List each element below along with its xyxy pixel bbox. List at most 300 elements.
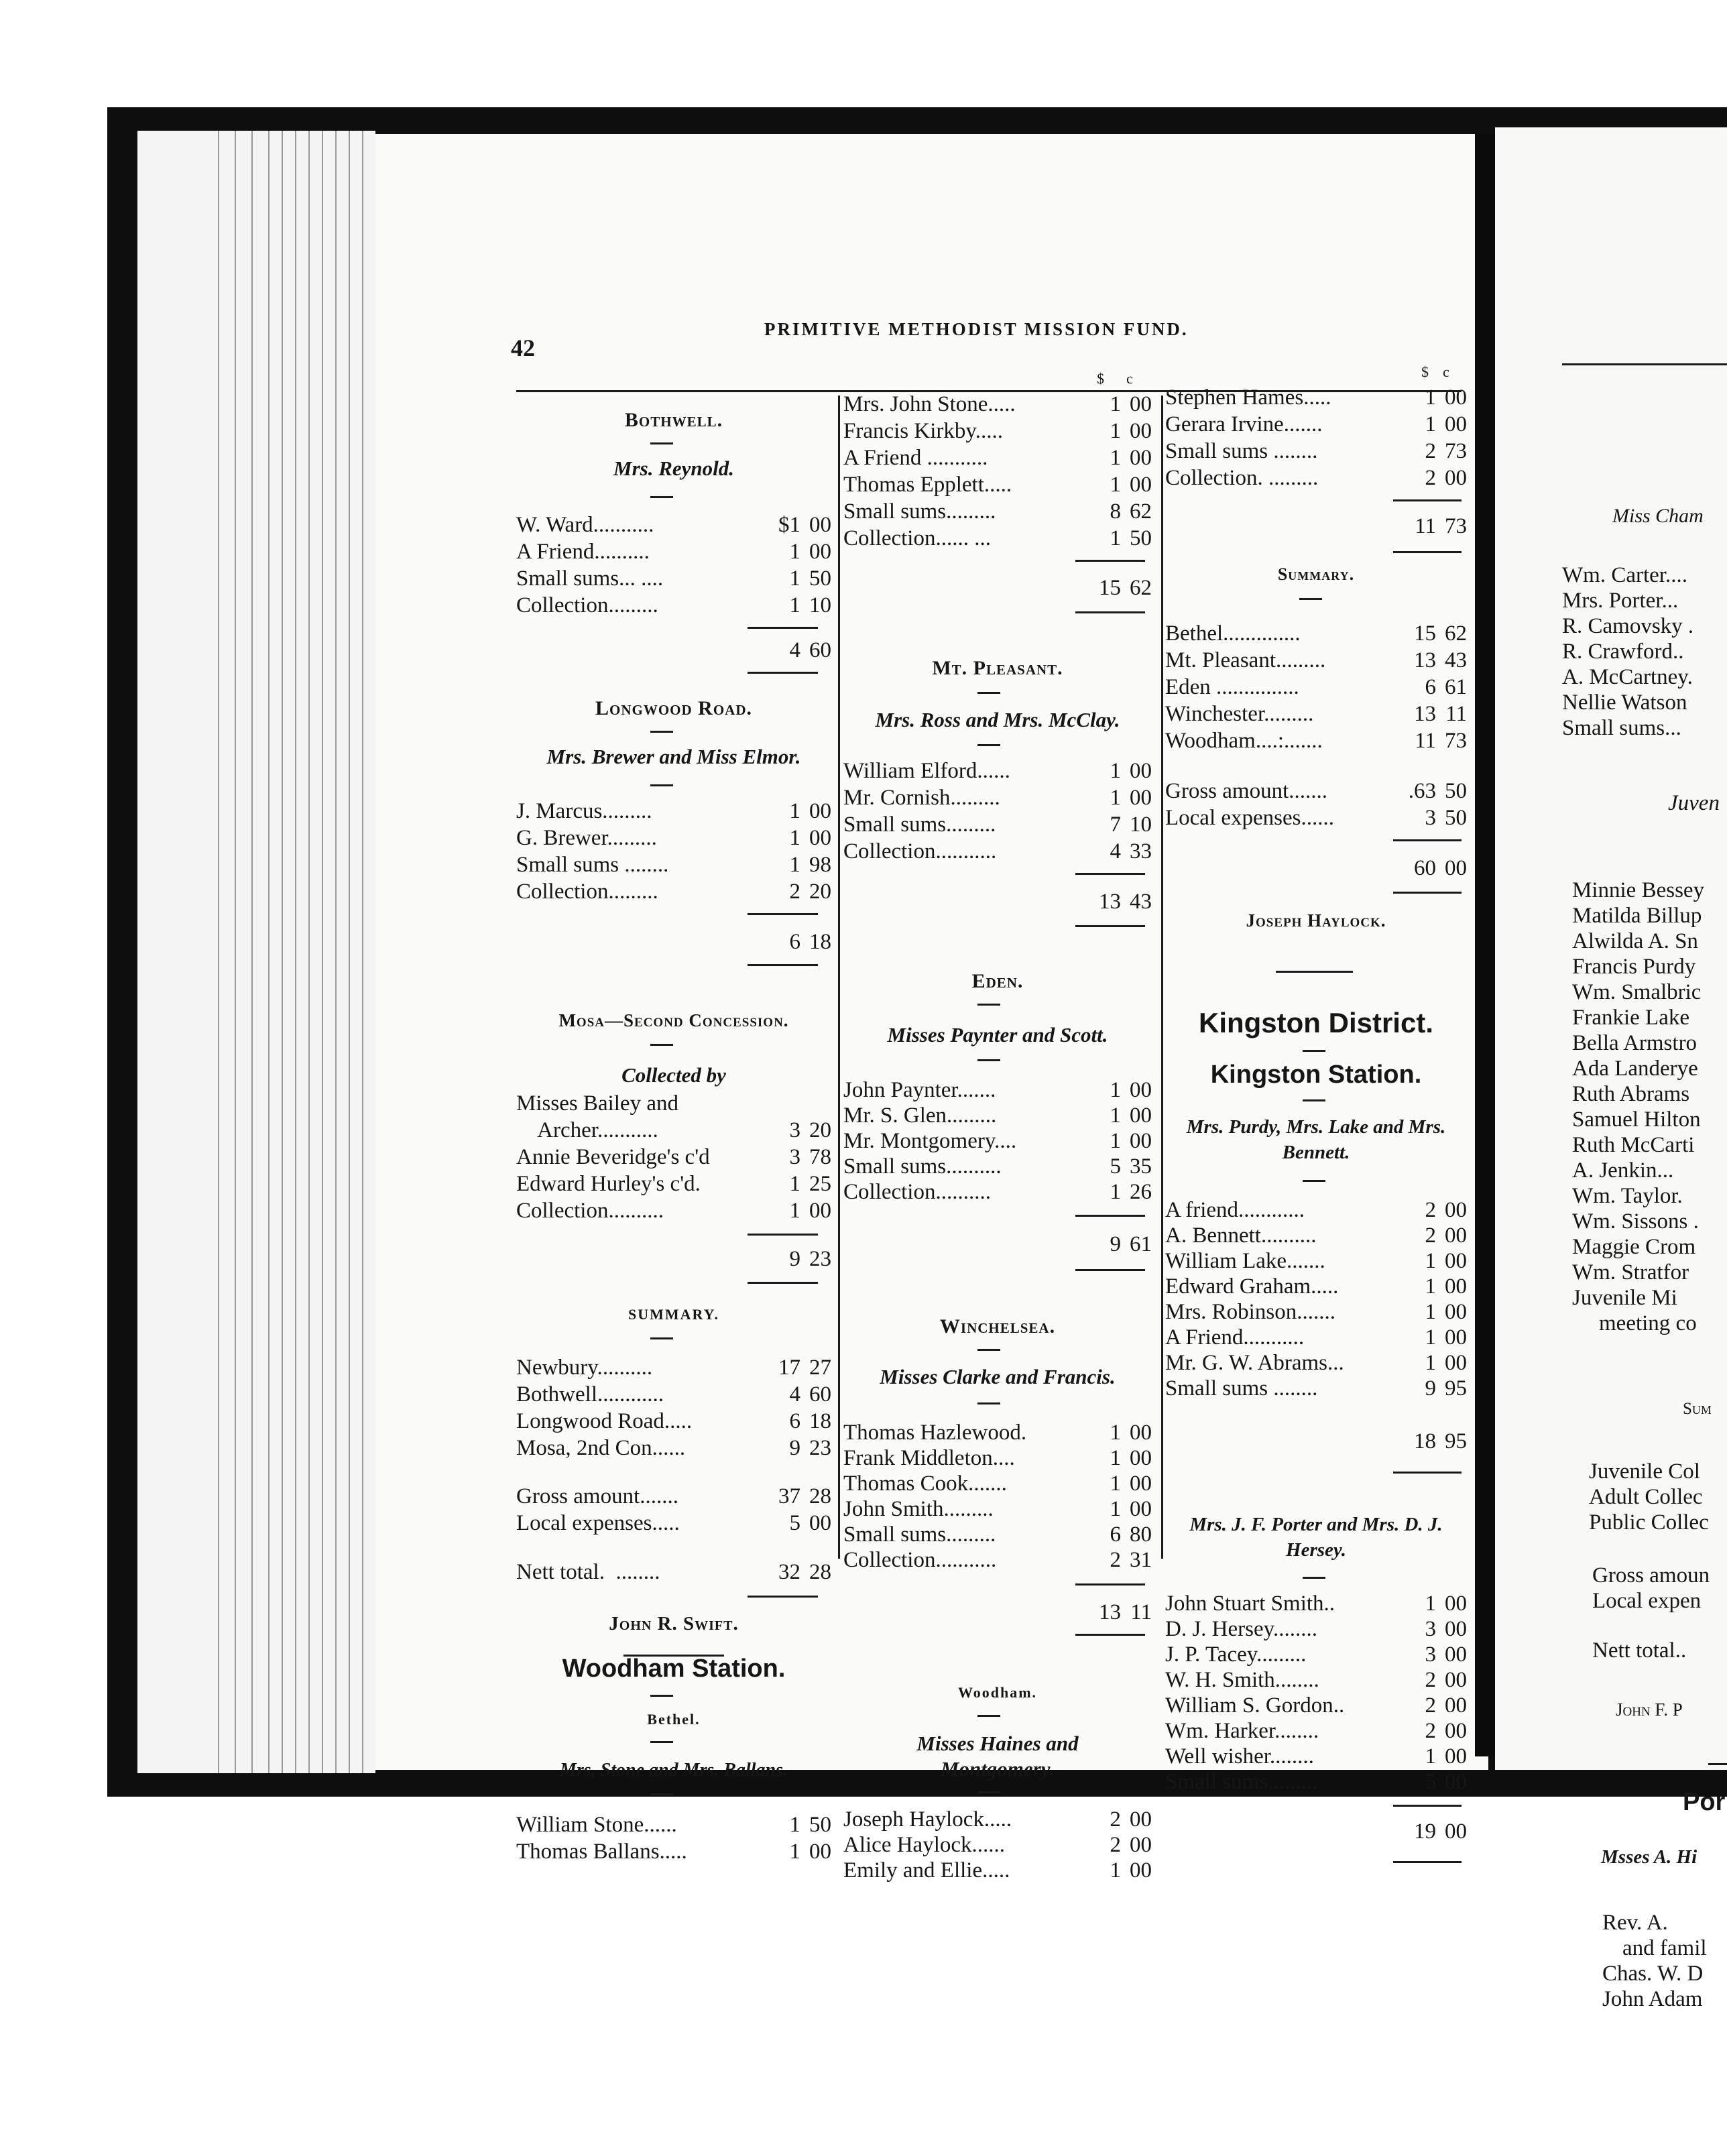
header-rule-right: [1562, 363, 1727, 365]
right-page-line: Ruth McCarti: [1572, 1133, 1695, 1157]
entry-cents: 00: [1445, 1325, 1467, 1350]
section-rule: [1276, 971, 1353, 973]
separator-dash: [650, 1695, 673, 1697]
right-page-line: Adult Collec: [1589, 1485, 1703, 1509]
entry-row: [516, 851, 831, 878]
total-rule: [748, 627, 818, 629]
entry-dollars: 1: [1110, 1180, 1121, 1204]
entry-cents: 31: [1130, 1548, 1152, 1572]
section-title-woodham: Woodham.: [957, 1684, 1038, 1701]
total-rule: [1075, 925, 1145, 927]
right-page-line: Alwilda A. Sn: [1572, 929, 1698, 953]
entry-name: Collection. .........: [1165, 466, 1319, 490]
right-page-line: Wm. Sissons .: [1572, 1209, 1699, 1234]
entry-name: Stephen Hames.....: [1165, 385, 1331, 410]
total-rule: [1075, 1215, 1145, 1217]
right-page-line: Chas. W. D: [1602, 1962, 1704, 1986]
entry-cents: 00: [1445, 1693, 1467, 1718]
right-page-line: and famil: [1622, 1936, 1707, 1960]
total-row: [843, 575, 1152, 601]
entry-cents: 26: [1130, 1180, 1152, 1204]
entry-cents: 80: [1130, 1522, 1152, 1547]
entry-cents: 00: [1445, 1592, 1467, 1616]
entry-cents: 00: [1445, 1770, 1467, 1794]
signature-john-swift: John R. Swift.: [609, 1613, 739, 1634]
entry-cents: 00: [1130, 419, 1152, 443]
entry-cents: 43: [1445, 648, 1467, 672]
total-cents: 95: [1445, 1429, 1467, 1453]
cents-header-col2: c: [1126, 370, 1133, 387]
entry-cents: 00: [1445, 1351, 1467, 1375]
page-number: 42: [511, 335, 535, 361]
entry-cents: 95: [1445, 1376, 1467, 1400]
entry-name: Annie Beveridge's c'd: [516, 1145, 710, 1169]
entry-row: [843, 1419, 1152, 1446]
entry-name: Francis Kirkby.....: [843, 419, 1003, 443]
entry-row: [516, 798, 831, 825]
total-row: [843, 888, 1152, 915]
entry-row: [1165, 1375, 1467, 1402]
entry-row: [1165, 1350, 1467, 1376]
entry-dollars: 2: [1425, 466, 1436, 490]
section-title-bethel: Bethel.: [647, 1711, 701, 1728]
entry-name: Small sums ........: [1165, 1376, 1318, 1400]
entry-name: Local expenses......: [1165, 806, 1334, 830]
entry-dollars: 1: [1110, 1103, 1121, 1128]
entry-cents: 00: [809, 1199, 831, 1223]
entry-name: Mt. Pleasant.........: [1165, 648, 1326, 672]
entry-name: Small sums.........: [843, 813, 996, 837]
section-title-summary-2: Summary.: [1277, 564, 1355, 584]
entry-row: [1165, 465, 1467, 491]
entry-dollars: 1: [789, 1813, 800, 1837]
right-page-line: R. Camovsky .: [1562, 614, 1694, 638]
entry-row: [843, 1470, 1152, 1497]
entry-dollars: 4: [1110, 839, 1121, 863]
entry-dollars: 3: [789, 1145, 800, 1169]
entry-dollars: 1: [1110, 1078, 1121, 1102]
entry-name: Joseph Haylock.....: [843, 1807, 1012, 1832]
entry-cents: 00: [1445, 1642, 1467, 1667]
entry-cents: 00: [1445, 466, 1467, 490]
total-row: [516, 637, 831, 664]
collector-eden: Misses Paynter and Scott.: [887, 1023, 1108, 1046]
local-expenses-row: [1165, 804, 1467, 831]
entry-cents: 25: [809, 1172, 831, 1196]
entry-name: Local expenses.....: [516, 1511, 680, 1535]
entry-dollars: .63: [1408, 779, 1436, 803]
entry-cents: 00: [1130, 1078, 1152, 1102]
entry-cents: 50: [809, 1813, 831, 1837]
entry-row: [843, 444, 1152, 471]
entry-cents: 00: [809, 1840, 831, 1864]
entry-cents: 00: [809, 1511, 831, 1535]
entry-row: [516, 1408, 831, 1435]
separator-dash: [977, 1059, 1000, 1061]
entry-dollars: 2: [1425, 1668, 1436, 1692]
entry-name: A Friend ...........: [843, 446, 988, 470]
entry-name: Nett total. ........: [516, 1560, 660, 1584]
total-row: [843, 1599, 1152, 1626]
section-title-summary: SUMMARY.: [628, 1306, 720, 1323]
entry-cents: 00: [1130, 1446, 1152, 1470]
entry-cents: 00: [1130, 759, 1152, 783]
entry-row: [843, 811, 1152, 838]
right-page-line: A. McCartney.: [1562, 665, 1693, 689]
entry-row: [843, 838, 1152, 865]
total-cents: 62: [1130, 576, 1152, 600]
entry-name: Thomas Epplett.....: [843, 473, 1012, 497]
entry-dollars: 2: [1110, 1548, 1121, 1572]
entry-name: J. Marcus.........: [516, 799, 652, 823]
total-dollars: 6: [789, 930, 800, 954]
entry-cents: 00: [1130, 786, 1152, 810]
entry-name: Eden ...............: [1165, 675, 1299, 699]
separator-dash: [1303, 1180, 1325, 1182]
total-row: [843, 1231, 1152, 1258]
entry-row: [516, 1171, 831, 1197]
right-page-line: Wm. Smalbric: [1572, 980, 1702, 1004]
entry-name: Mosa, 2nd Con......: [516, 1436, 686, 1460]
entry-dollars: 9: [1425, 1376, 1436, 1400]
separator-dash: [1303, 1099, 1325, 1101]
entry-dollars: 1: [1425, 1592, 1436, 1616]
entry-dollars: 6: [1425, 675, 1436, 699]
entry-row: [843, 1806, 1152, 1833]
total-cents: 60: [809, 638, 831, 662]
entry-name: Collection...... ...: [843, 526, 991, 550]
entry-row: [1165, 1273, 1467, 1300]
entry-dollars: 2: [1110, 1833, 1121, 1857]
entry-name: Longwood Road.....: [516, 1409, 693, 1433]
separator-dash: [977, 1791, 1000, 1793]
section-title-longwood: Longwood Road.: [595, 697, 752, 719]
entry-dollars: 1: [1110, 1472, 1121, 1496]
entry-row: [516, 592, 831, 619]
right-page-line: Juvenile Col: [1589, 1459, 1700, 1484]
entry-dollars: 1: [1110, 419, 1121, 443]
entry-dollars: 7: [1110, 813, 1121, 837]
entry-cents: 62: [1130, 499, 1152, 524]
entry-cents: 73: [1445, 439, 1467, 463]
right-page-line: Miss Cham: [1612, 505, 1704, 527]
entry-cents: 00: [1445, 1668, 1467, 1692]
total-dollars: 19: [1414, 1819, 1436, 1844]
entry-row: [1165, 1743, 1467, 1770]
entry-name: John Smith.........: [843, 1497, 994, 1521]
entry-row: [1165, 1590, 1467, 1617]
column-separator-1: [838, 396, 840, 1559]
entry-name: A. Bennett..........: [1165, 1223, 1317, 1248]
entry-dollars: 2: [1425, 1223, 1436, 1248]
entry-name: Newbury..........: [516, 1356, 653, 1380]
entry-name: Frank Middleton....: [843, 1446, 1015, 1470]
entry-dollars: 1: [1425, 1300, 1436, 1324]
collector-bothwell: Mrs. Reynold.: [613, 457, 734, 480]
total-dollars: 13: [1099, 1600, 1121, 1624]
entry-name: D. J. Hersey........: [1165, 1617, 1317, 1641]
collector-mt-pleasant: Mrs. Ross and Mrs. McClay.: [875, 708, 1120, 731]
entry-name: W. H. Smith........: [1165, 1668, 1319, 1692]
entry-dollars: 1: [789, 593, 800, 617]
entry-dollars: 1: [1110, 1129, 1121, 1153]
total-rule: [1393, 1805, 1462, 1807]
right-page-line: Small sums...: [1562, 716, 1681, 740]
entry-row: [843, 391, 1152, 418]
entry-name: Collection...........: [843, 839, 997, 863]
entry-row: [1165, 384, 1467, 411]
entry-cents: 00: [1130, 1421, 1152, 1445]
entry-dollars: 17: [778, 1356, 800, 1380]
entry-name: Collection...........: [843, 1548, 997, 1572]
section-title-winchelsea: Winchelsea.: [939, 1315, 1056, 1337]
right-page-line: R. Crawford..: [1562, 640, 1684, 664]
entry-name: Mr. G. W. Abrams...: [1165, 1351, 1344, 1375]
total-dollars: 9: [1110, 1232, 1121, 1256]
total-cents: 61: [1130, 1232, 1152, 1256]
right-page-line: Por: [1683, 1788, 1726, 1816]
entry-row: [1165, 1222, 1467, 1249]
entry-name: John Stuart Smith..: [1165, 1592, 1335, 1616]
entry-name: John Paynter.......: [843, 1078, 996, 1102]
entry-dollars: 1: [1110, 786, 1121, 810]
right-page: [1495, 127, 1727, 2011]
separator-dash: [977, 1004, 1000, 1006]
section-rule-right: [1708, 1763, 1727, 1765]
entry-name: Mr. S. Glen.........: [843, 1103, 997, 1128]
separator-dash: [650, 1044, 673, 1046]
entry-cents: 00: [809, 826, 831, 850]
section-title-eden: Eden.: [971, 970, 1024, 992]
entry-dollars: 2: [1425, 1198, 1436, 1222]
entry-cents: 27: [809, 1356, 831, 1380]
entry-name: Collection..........: [516, 1199, 664, 1223]
entry-name: Woodham....:.......: [1165, 729, 1323, 753]
entry-name: Thomas Ballans.....: [516, 1840, 687, 1864]
entry-row: [1165, 1324, 1467, 1351]
right-page-line: Juven: [1668, 791, 1720, 815]
entry-dollars: 3: [789, 1118, 800, 1142]
entry-name: Mr. Montgomery....: [843, 1129, 1017, 1153]
entry-name: Mr. Cornish.........: [843, 786, 1000, 810]
total-rule: [1393, 1472, 1462, 1474]
entry-dollars: 8: [1110, 499, 1121, 524]
entry-row: [1165, 1299, 1467, 1325]
entry-cents: 73: [1445, 729, 1467, 753]
section-title-mt-pleasant: Mt. Pleasant.: [932, 657, 1063, 679]
entry-name: William Stone......: [516, 1813, 677, 1837]
entry-row: [516, 1838, 831, 1865]
entry-dollars: 1: [1110, 526, 1121, 550]
total-rule: [1393, 499, 1462, 501]
entry-cents: 28: [809, 1484, 831, 1508]
entry-row: [843, 418, 1152, 444]
total-dollars: 9: [789, 1247, 800, 1271]
entry-cents: 18: [809, 1409, 831, 1433]
entry-cents: 60: [809, 1382, 831, 1406]
total-rule: [748, 1234, 818, 1236]
entry-name: Gross amount.......: [516, 1484, 678, 1508]
page-edge-stack: [137, 131, 375, 1773]
entry-name: J. P. Tacey.........: [1165, 1642, 1307, 1667]
entry-row: [1165, 1718, 1467, 1744]
entry-dollars: 9: [789, 1436, 800, 1460]
collector-bethel: Mrs. Stone and Mrs. Ballans.: [559, 1760, 788, 1781]
entry-dollars: 32: [778, 1560, 800, 1584]
entry-row: [843, 1521, 1152, 1548]
separator-dash: [650, 784, 673, 786]
total-rule: [748, 964, 818, 966]
entry-dollars: 2: [1425, 1719, 1436, 1743]
entry-row: [516, 1381, 831, 1408]
entry-cents: 00: [809, 540, 831, 564]
separator-dash: [977, 1715, 1000, 1717]
entry-row: [516, 1144, 831, 1171]
total-cents: 73: [1445, 514, 1467, 538]
right-page-line: Ruth Abrams: [1572, 1082, 1690, 1106]
entry-dollars: 1: [1110, 759, 1121, 783]
entry-cents: 11: [1445, 702, 1467, 726]
entry-dollars: 3: [1425, 1642, 1436, 1667]
right-page-line: Juvenile Mi: [1572, 1286, 1677, 1310]
right-page-line: Samuel Hilton: [1572, 1107, 1701, 1132]
entry-cents: 00: [1445, 1223, 1467, 1248]
separator-dash: [650, 731, 673, 733]
entry-dollars: 1: [1425, 1325, 1436, 1350]
entry-cents: 00: [1445, 385, 1467, 410]
entry-row: [843, 471, 1152, 498]
entry-cents: 00: [1445, 1198, 1467, 1222]
entry-row: [1165, 1197, 1467, 1223]
entry-dollars: 11: [1415, 729, 1436, 753]
separator-dash: [977, 1349, 1000, 1351]
entry-dollars: 1: [789, 1199, 800, 1223]
entry-cents: 00: [1445, 1744, 1467, 1769]
entry-cents: 00: [1130, 446, 1152, 470]
total-cents: 00: [1445, 1819, 1467, 1844]
entry-name: Collection.........: [516, 593, 658, 617]
entry-row: [843, 1445, 1152, 1472]
entry-name: Bethel..............: [1165, 621, 1301, 646]
entry-dollars: 6: [789, 1409, 800, 1433]
section-title-mosa: Mosa—Second Concession.: [558, 1010, 789, 1030]
entry-name: Small sums ........: [516, 853, 669, 877]
entry-cents: 00: [1130, 1497, 1152, 1521]
entry-name: G. Brewer.........: [516, 826, 657, 850]
entry-name: Well wisher........: [1165, 1744, 1314, 1769]
entry-row: [1165, 411, 1467, 438]
entry-cents: 00: [1445, 1249, 1467, 1273]
entry-cents: 50: [1130, 526, 1152, 550]
entry-cents: 00: [1130, 1833, 1152, 1857]
entry-cents: 00: [1130, 1129, 1152, 1153]
right-page-line: Rev. A.: [1602, 1911, 1668, 1935]
entry-cents: 10: [1130, 813, 1152, 837]
entry-cents: 00: [1445, 1617, 1467, 1641]
total-row: [516, 929, 831, 955]
right-page-line: meeting co: [1599, 1311, 1697, 1335]
entry-dollars: 1: [1425, 1744, 1436, 1769]
right-page-line: John F. P: [1616, 1699, 1683, 1720]
entry-dollars: 1: [789, 826, 800, 850]
right-page-line: Gross amoun: [1592, 1563, 1710, 1588]
right-page-line: Matilda Billup: [1572, 904, 1702, 928]
entry-name: Alice Haylock......: [843, 1833, 1006, 1857]
collector-longwood: Mrs. Brewer and Miss Elmor.: [546, 745, 801, 768]
entry-dollars: 2: [789, 880, 800, 904]
entry-dollars: 5: [1110, 1154, 1121, 1179]
entry-row: [843, 1832, 1152, 1858]
entry-dollars: 1: [1110, 392, 1121, 416]
right-page-line: Bella Armstro: [1572, 1031, 1698, 1055]
entry-name: Archer...........: [516, 1118, 658, 1142]
entry-dollars: 1: [789, 540, 800, 564]
total-dollars: 11: [1415, 514, 1436, 538]
entry-dollars: 1: [789, 799, 800, 823]
total-cents: 00: [1445, 856, 1467, 880]
total-dollars: 60: [1414, 856, 1436, 880]
nett-total-row: [1165, 855, 1467, 882]
separator-dash: [650, 1793, 673, 1795]
entry-dollars: 37: [778, 1484, 800, 1508]
dollar-header-col3: $: [1421, 363, 1429, 380]
entry-cents: 00: [1130, 1472, 1152, 1496]
right-page-line: Public Collec: [1589, 1510, 1709, 1535]
entry-name: Small sums.........: [1165, 1770, 1318, 1794]
entry-row: [1165, 1667, 1467, 1693]
running-head: PRIMITIVE METHODIST MISSION FUND.: [764, 319, 1189, 339]
entry-row: [843, 1102, 1152, 1129]
column-separator-2: [1161, 396, 1163, 1559]
entry-cents: 23: [809, 1436, 831, 1460]
entry-dollars: 2: [1110, 1807, 1121, 1832]
entry-dollars: 1: [1425, 1351, 1436, 1375]
entry-row: [1165, 674, 1467, 701]
entry-row: [516, 878, 831, 905]
district-heading-kingston: Kingston District.: [1198, 1007, 1433, 1038]
entry-row: [516, 1090, 831, 1117]
total-rule: [1075, 1269, 1145, 1271]
entry-row: [843, 1496, 1152, 1522]
entry-dollars: 1: [789, 853, 800, 877]
entry-row: [1165, 1616, 1467, 1642]
entry-dollars: 1: [789, 566, 800, 591]
entry-cents: 00: [1445, 1274, 1467, 1299]
entry-dollars: 3: [1425, 806, 1436, 830]
entry-name: A Friend..........: [516, 540, 650, 564]
right-page-line: Ada Landerye: [1572, 1057, 1698, 1081]
entry-row: [1165, 727, 1467, 754]
collector-kingston-1: Mrs. Purdy, Mrs. Lake and Mrs. Bennett.: [1186, 1116, 1446, 1163]
entry-name: Wm. Harker........: [1165, 1719, 1319, 1743]
entry-cents: 00: [1130, 1858, 1152, 1882]
entry-row: [843, 784, 1152, 811]
separator-dash: [1303, 1577, 1325, 1579]
total-rule: [1393, 551, 1462, 553]
dollar-header-col2: $: [1097, 370, 1104, 387]
entry-name: Misses Bailey and: [516, 1091, 678, 1116]
entry-cents: 00: [809, 513, 831, 537]
separator-dash: [1299, 598, 1322, 600]
entry-name: Mrs. Robinson.......: [1165, 1300, 1335, 1324]
station-heading-woodham: Woodham Station.: [562, 1655, 786, 1683]
gross-row: [1165, 778, 1467, 804]
total-row: [1165, 1428, 1467, 1455]
entry-row: [516, 1435, 831, 1461]
entry-dollars: 1: [1110, 1446, 1121, 1470]
entry-row: [516, 1197, 831, 1224]
entry-cents: 62: [1445, 621, 1467, 646]
